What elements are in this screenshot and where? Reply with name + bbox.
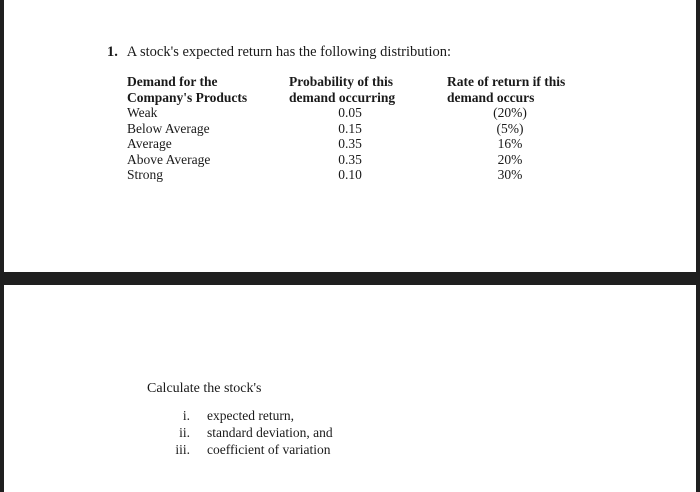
list-item: expected return, <box>207 408 294 423</box>
demand-header-line1: Demand for the <box>127 74 218 89</box>
task-list-numbers <box>164 407 190 458</box>
probability-header-line2: demand occurring <box>289 89 396 105</box>
rate-header-line1: Rate of return if this <box>447 74 566 89</box>
demand-cell: Average <box>127 136 172 151</box>
rate-cell: 20% <box>497 151 523 167</box>
page-bottom <box>4 285 696 492</box>
rate-column <box>447 74 573 183</box>
demand-cell: Weak <box>127 105 158 120</box>
list-number: iii. <box>175 442 190 457</box>
demand-cell: Above Average <box>127 151 211 167</box>
demand-header-line2: Company's Products <box>127 89 248 105</box>
list-number: i. <box>182 408 190 423</box>
task-prompt: Calculate the stock's <box>147 381 262 396</box>
demand-cell: Below Average <box>127 120 210 136</box>
rate-header-line2: demand occurs <box>447 89 535 105</box>
rate-cell: (5%) <box>496 120 524 136</box>
list-item: standard deviation, and <box>207 425 333 440</box>
probability-cell: 0.35 <box>338 151 362 167</box>
rate-cell: (20%) <box>493 105 527 120</box>
question-line <box>107 44 451 61</box>
probability-column <box>289 74 411 183</box>
probability-cell: 0.35 <box>338 136 362 151</box>
question-text: A stock's expected return has the following distribution: <box>126 44 452 60</box>
question-number: 1. <box>107 44 118 60</box>
demand-column <box>127 74 247 183</box>
rate-cell: 16% <box>497 136 523 151</box>
probability-header-line1: Probability of this <box>289 74 394 89</box>
task-list-items <box>207 407 333 458</box>
probability-cell: 0.05 <box>338 105 362 120</box>
probability-cell: 0.15 <box>338 120 362 136</box>
probability-cell: 0.10 <box>338 167 362 182</box>
list-item: coefficient of variation <box>207 442 331 457</box>
page-top <box>4 0 696 272</box>
rate-cell: 30% <box>497 167 523 182</box>
demand-cell: Strong <box>127 167 164 182</box>
list-number: ii. <box>179 425 190 440</box>
